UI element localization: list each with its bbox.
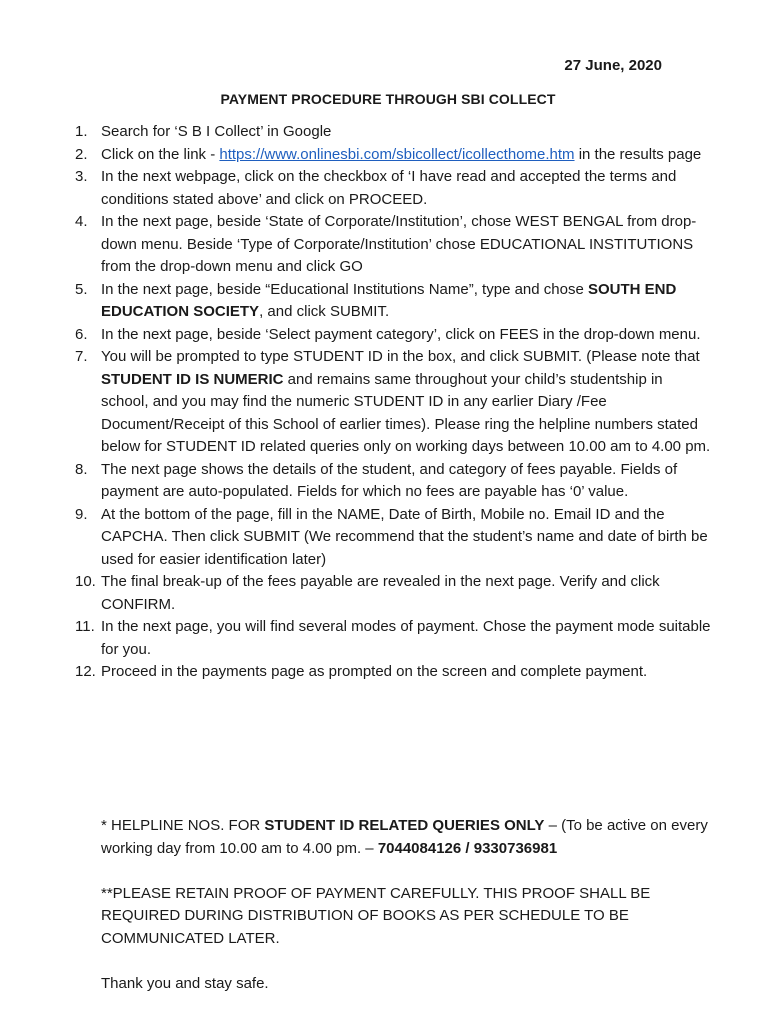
step-item: [75, 144, 713, 167]
step-text: In the next webpage, click on the checkbox of ‘I have read and accepted the terms and conditions stated above’ and click on PROCEED.: [101, 168, 677, 208]
step-item: [75, 166, 713, 211]
step-item: [75, 324, 713, 347]
step-text: The next page shows the details of the student, and category of fees payable. Fields of payment are auto-populated. Fields for which no fees are payable has ‘0’ value.: [101, 460, 678, 500]
step-text-pre: Click on the link -: [101, 145, 220, 163]
step-number: 1.: [75, 123, 88, 140]
helpline-numbers: 7044084126 / 9330736981: [377, 839, 558, 857]
step-text: Proceed in the payments page as prompted on the screen and complete payment.: [101, 663, 648, 680]
step-number: 12.: [75, 663, 96, 680]
step-text: In the next page, you will find several modes of payment. Chose the payment mode suitable for you.: [101, 618, 711, 658]
step-text: In the next page, beside ‘Select payment category’, click on FEES in the drop-down menu.: [101, 325, 701, 343]
step-item: [75, 571, 713, 616]
sbi-collect-link[interactable]: https://www.onlinesbi.com/sbicollect/icollecthome.htm: [219, 145, 575, 163]
notes-section: [101, 815, 713, 1018]
step-item: [75, 211, 713, 279]
step-item: [75, 504, 713, 572]
closing-line: Thank you and stay safe.: [101, 974, 269, 992]
helpline-note: [101, 815, 713, 860]
step-number: 2.: [75, 145, 88, 163]
step-number: 3.: [75, 168, 88, 185]
document-title: PAYMENT PROCEDURE THROUGH SBI COLLECT: [220, 91, 556, 107]
step-item: [75, 346, 713, 459]
step-item: [75, 459, 713, 504]
step-number: 4.: [75, 213, 88, 230]
step-item: [75, 121, 713, 144]
step-number: 8.: [75, 460, 88, 478]
step-number: 11.: [75, 618, 95, 635]
helpline-pre: * HELPLINE NOS. FOR: [101, 817, 265, 834]
step-text-bold: SOUTH END EDUCATION SOCIETY: [101, 280, 677, 320]
step-number: 10.: [75, 573, 96, 590]
step-text-pre: You will be prompted to type STUDENT ID in the box, and click SUBMIT. (Please note that: [101, 348, 700, 365]
document-date: 27 June, 2020: [564, 57, 662, 74]
step-text-post: and remains same throughout your child’s studentship in school, and you may find the numeric STUDENT ID in any earlier Diary /Fee Document/Receipt of this School of earlier times). Please ring the helpline numbers stated below for STUDENT ID related queries only on working days between 10.00 am to 4.00 pm.: [101, 370, 711, 455]
step-text-pre: In the next page, beside “Educational Institutions Name”, type and chose: [101, 280, 588, 298]
step-item: [75, 279, 713, 324]
step-number: 7.: [75, 348, 88, 365]
steps-list: [75, 121, 713, 684]
step-text: The final break-up of the fees payable are revealed in the next page. Verify and click CONFIRM.: [101, 573, 660, 613]
step-text: Search for ‘S B I Collect’ in Google: [101, 123, 332, 140]
retain-proof-note: **PLEASE RETAIN PROOF OF PAYMENT CAREFULLY. THIS PROOF SHALL BE REQUIRED DURING DISTRIBUTION OF BOOKS AS PER SCHEDULE TO BE COMMUNICATED LATER.: [101, 884, 651, 947]
helpline-bold-queries: STUDENT ID RELATED QUERIES ONLY: [264, 817, 545, 834]
step-item: [75, 661, 713, 684]
step-number: 9.: [75, 505, 88, 523]
step-number: 5.: [75, 280, 88, 298]
helpline-mid: – (To be active on every working day from 10.00 am to 4.00 pm. –: [101, 817, 708, 857]
step-text-post: in the results page: [574, 145, 702, 163]
step-item: [75, 616, 713, 661]
step-text-post: , and click SUBMIT.: [259, 303, 390, 320]
step-text-bold: STUDENT ID IS NUMERIC: [101, 370, 284, 388]
step-text: At the bottom of the page, fill in the NAME, Date of Birth, Mobile no. Email ID and the CAPCHA. Then click SUBMIT (We recommend that the student’s name and date of birth be used for easier identification later): [101, 505, 708, 568]
step-number: 6.: [75, 325, 88, 343]
step-text: In the next page, beside ‘State of Corporate/Institution’, chose WEST BENGAL from drop-down menu. Beside ‘Type of Corporate/Institution’ chose EDUCATIONAL INSTITUTIONS from the drop-down menu and click GO: [101, 213, 697, 275]
